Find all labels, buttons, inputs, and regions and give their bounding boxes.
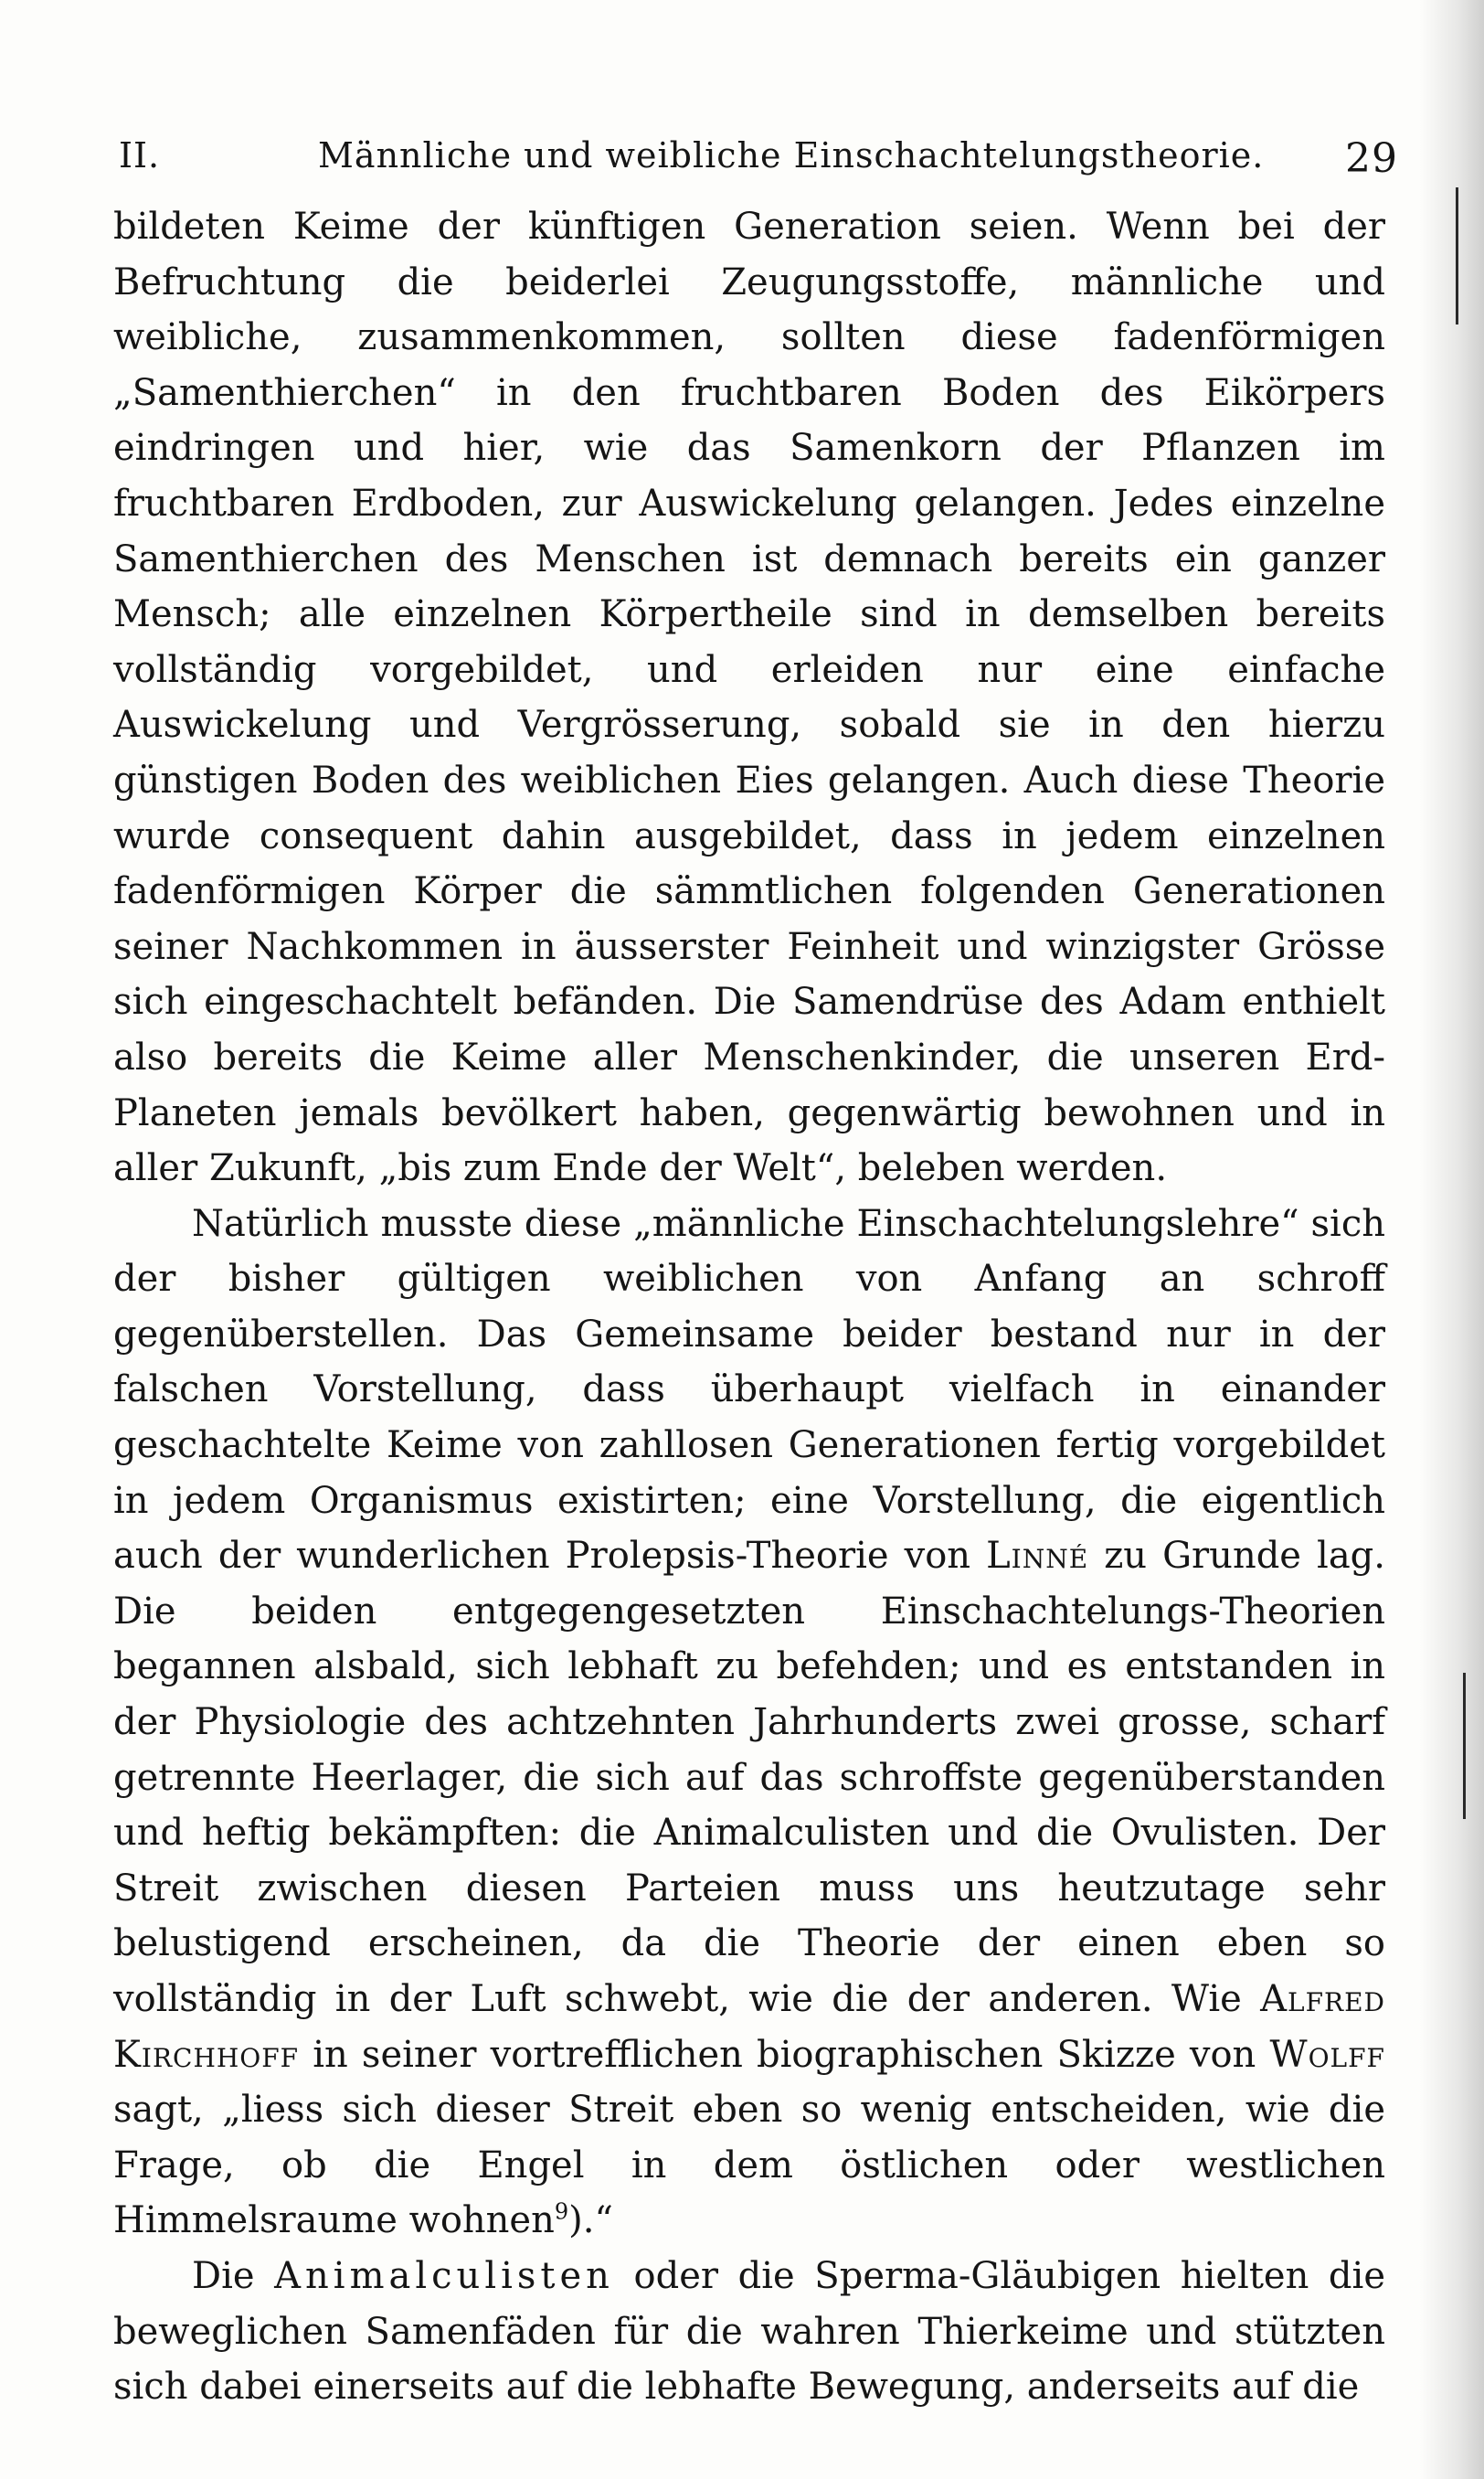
author-name-kirchhoff: Alfred Kirchhoff xyxy=(113,1978,1385,2076)
author-name-wolff: Wolff xyxy=(1269,2033,1385,2076)
paragraph-text: in seiner vortrefflichen biographischen Skizze von xyxy=(299,2033,1270,2076)
page-number: 29 xyxy=(1345,135,1398,182)
paragraph-2 xyxy=(113,1197,1385,2249)
footnote-marker: 9 xyxy=(554,2199,569,2226)
paragraph-text: oder die Sperma-Gläubigen hielten die beweglichen Samenfäden für die wahren Thierkeime und stützten sich dabei einerseits auf die lebhafte Bewegung, anderseits auf die xyxy=(113,2254,1385,2409)
paragraph-text: zu Grunde lag. Die beiden entgegengesetzten Einschachtelungs-Theorien begannen alsbald, sich lebhaft zu befehden; und es entstanden in der Physiologie des achtzehnten Jahrhunderts zwei grosse, scharf getrennte Heerlager, die sich auf das schroffste gegenüberstanden und heftig bekämpften: die Animalculisten und die Ovulisten. Der Streit zwischen diesen Parteien muss uns heutzutage sehr belustigend erscheinen, da die Theorie der einen eben so vollständig in der Luft schwebt, wie die der anderen. Wie xyxy=(113,1535,1385,2020)
page-body xyxy=(113,199,1385,2415)
paragraph-text: bildeten Keime der künftigen Generation seien. Wenn bei der Befruchtung die beiderlei Zeugungsstoffe, männliche und weibliche, zusammenkommen, sollten diese fadenförmigen „Samenthierchen“ in den fruchtbaren Boden des Eikörpers eindringen und hier, wie das Samenkorn der Pflanzen im fruchtbaren Erdboden, zur Auswickelung gelangen. Jedes einzelne Samenthierchen des Menschen ist demnach bereits ein ganzer Mensch; alle einzelnen Körpertheile sind in demselben bereits vollständig vorgebildet, und erleiden nur eine einfache Auswickelung und Vergrösserung, sobald sie in den hierzu günstigen Boden des weiblichen Eies gelangen. Auch diese Theorie wurde consequent dahin ausgebildet, dass in jedem einzelnen fadenförmigen Körper die sämmtlichen folgenden Generationen seiner Nachkommen in äusserster Feinheit und winzigster Grösse sich eingeschachtelt befänden. Die Samendrüse des Adam enthielt also bereits die Keime aller Menschenkinder, die unseren Erd-Planeten jemals bevölkert haben, gegenwärtig bewohnen und in aller Zukunft, „bis zum Ende der Welt“, beleben werden. xyxy=(113,206,1385,1190)
running-title: Männliche und weibliche Einschachtelungstheorie. xyxy=(318,135,1265,176)
paragraph-1 xyxy=(113,199,1385,1197)
running-header xyxy=(119,135,1398,190)
paragraph-text: Natürlich musste diese „männliche Einschachtelungslehre“ sich der bisher gültigen weiblichen von Anfang an schroff gegenüberstellen. Das Gemeinsame beider bestand nur in der falschen Vorstellung, dass überhaupt vielfach in einander geschachtelte Keime von zahllosen Generationen fertig vorgebildet in jedem Organismus existirten; eine Vorstellung, die eigentlich auch der wunderlichen Prolepsis-Theorie von xyxy=(113,1202,1385,1578)
scan-edge-mark xyxy=(1456,187,1458,325)
scan-edge-mark xyxy=(1463,1673,1466,1819)
emphasized-term: Animalculisten xyxy=(274,2254,614,2297)
scan-edge-shadow xyxy=(1420,0,1484,2479)
author-name-linne: Linné xyxy=(986,1535,1089,1578)
paragraph-text: sagt, „liess sich dieser Streit eben so wenig entscheiden, wie die Frage, ob die Engel in dem östlichen oder westlichen Himmelsraume wohnen xyxy=(113,2089,1385,2242)
paragraph-text: ).“ xyxy=(568,2199,613,2242)
paragraph-3 xyxy=(113,2249,1385,2415)
chapter-number: II. xyxy=(119,135,161,176)
paragraph-text: Die xyxy=(192,2254,275,2297)
